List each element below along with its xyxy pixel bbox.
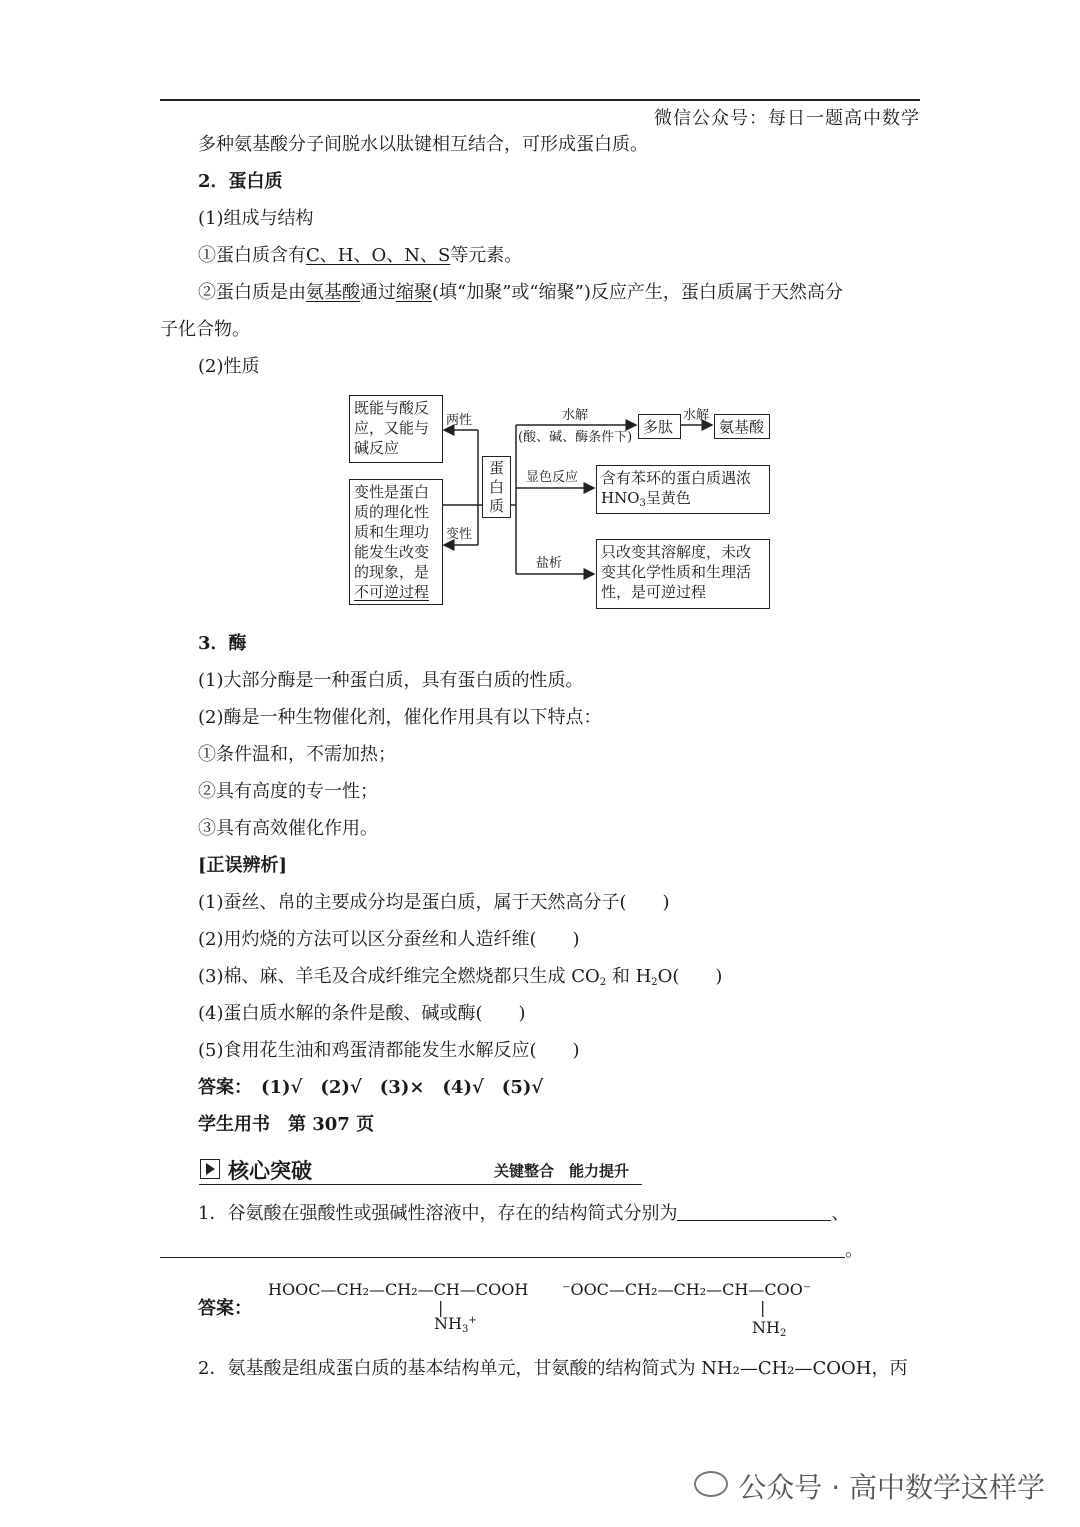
core-q1-line2 xyxy=(160,1239,863,1263)
s2-p1-b-part3: (填“加聚”或“缩聚”)反应产生，蛋白质属于天然高分 xyxy=(432,282,843,303)
hydrolysis-label-2: 水解 xyxy=(683,408,710,423)
watermark-text: 公众号 · 高中数学这样学 xyxy=(738,1471,1045,1504)
s3-line-2: (2)酶是一种生物催化剂，催化作用具有以下特点： xyxy=(198,707,602,728)
s2-p1-a xyxy=(198,244,522,268)
polypeptide-box: 多肽 xyxy=(638,414,681,439)
core-q1-answer-label: 答案： xyxy=(198,1298,252,1319)
s2-p1-b-answer2: 缩聚 xyxy=(396,282,432,303)
judge-q2: (2)用灼烧的方法可以区分蚕丝和人造纤维( ) xyxy=(198,929,580,950)
formula-acidic-nh: NH xyxy=(434,1314,462,1333)
judge-q1: (1)蚕丝、帛的主要成分均是蛋白质，属于天然高分子( ) xyxy=(198,892,670,913)
s2-p1-a-elements: C、H、O、N、S xyxy=(306,245,451,266)
formula-acidic-sub: 3 xyxy=(461,1324,469,1335)
intro-line: 多种氨基酸分子间脱水以肽键相互结合，可形成蛋白质。 xyxy=(198,134,648,155)
hydrolysis-label: 水解 xyxy=(562,408,589,423)
hydrolysis-condition: (酸、碱、酶条件下) xyxy=(518,430,633,445)
s3-line-1: (1)大部分酶是一种蛋白质，具有蛋白质的性质。 xyxy=(198,670,584,691)
judge-title: [正误辨析] xyxy=(198,855,288,876)
s3-line-4: ②具有高度的专一性； xyxy=(198,781,378,802)
color-box-sub: 3 xyxy=(639,498,646,509)
amphoteric-label: 两性 xyxy=(446,413,473,428)
formula-basic-group xyxy=(752,1318,786,1339)
section-3-title: 3．酶 xyxy=(198,633,247,654)
s2-p1-a-post: 等元素。 xyxy=(450,245,523,266)
s2-p2-title: (2)性质 xyxy=(198,356,260,377)
watermark xyxy=(694,1466,1045,1506)
judge-q4: (4)蛋白质水解的条件是酸、碱或酶( ) xyxy=(198,1003,526,1024)
core-q1 xyxy=(198,1202,849,1226)
formula-basic-sub: 2 xyxy=(779,1328,787,1339)
formula-acidic-bond: | xyxy=(438,1298,444,1317)
denature-box-answer: 不可逆过程 xyxy=(354,583,430,601)
amino-acid-box: 氨基酸 xyxy=(714,414,770,439)
salting-out-label: 盐析 xyxy=(536,556,563,571)
s2-p1-b-cont: 子化合物。 xyxy=(160,319,250,340)
s2-p1-b-part1: ②蛋白质是由 xyxy=(198,282,306,303)
s2-p1-a-pre: ①蛋白质含有 xyxy=(198,245,306,266)
core-q1-text: 1．谷氨酸在强酸性或强碱性溶液中，存在的结构简式分别为 xyxy=(198,1203,678,1224)
judge-q3 xyxy=(198,965,722,995)
judge-answer: 答案： (1)√ (2)√ (3)× (4)√ (5)√ xyxy=(198,1077,544,1098)
judge-q3-sub2: 2 xyxy=(651,977,658,988)
formula-acidic-group xyxy=(434,1314,477,1335)
s3-line-5: ③具有高效催化作用。 xyxy=(198,818,378,839)
core-q1-end: 。 xyxy=(845,1240,863,1261)
formula-acidic-sup: + xyxy=(468,1315,477,1326)
denature-box xyxy=(349,479,443,605)
formula-acidic: HOOC—CH₂—CH₂—CH—COOH xyxy=(268,1280,529,1299)
judge-q3-sub1: 2 xyxy=(599,977,607,988)
judge-q3-a: (3)棉、麻、羊毛及合成纤维完全燃烧都只生成 CO xyxy=(198,966,600,987)
color-reaction-label: 显色反应 xyxy=(526,470,579,485)
core-q1-blank-2[interactable] xyxy=(160,1239,845,1258)
formula-basic-bond: | xyxy=(760,1298,766,1317)
core-q2: 2．氨基酸是组成蛋白质的基本结构单元，甘氨酸的结构简式为 NH₂—CH₂—COOH，丙 xyxy=(198,1358,908,1379)
color-box-hno: HNO xyxy=(601,489,640,507)
header-text: 微信公众号：每日一题高中数学 xyxy=(654,108,920,129)
color-box-text-2: 呈黄色 xyxy=(645,489,691,507)
formula-basic: ⁻OOC—CH₂—CH₂—CH—COO⁻ xyxy=(562,1280,812,1299)
core-q1-blank-1[interactable] xyxy=(677,1202,831,1221)
denature-label: 变性 xyxy=(446,527,473,542)
wechat-icon xyxy=(694,1471,728,1497)
judge-q3-b: 和 H xyxy=(606,966,652,987)
header-rule xyxy=(160,99,920,101)
core-q1-tail: 、 xyxy=(831,1203,850,1224)
section-title: 核心突破 xyxy=(228,1159,312,1183)
amphoteric-box: 既能与酸反应，又能与碱反应 xyxy=(349,395,443,463)
section-tag: 关键整合 能力提升 xyxy=(494,1162,630,1180)
play-icon xyxy=(200,1159,220,1179)
protein-center-box: 蛋白质 xyxy=(482,456,511,518)
denature-box-text: 变性是蛋白质的理化性质和生理功能发生改变的现象，是 xyxy=(354,483,430,581)
s2-p1-title: (1)组成与结构 xyxy=(198,208,314,229)
judge-q5: (5)食用花生油和鸡蛋清都能发生水解反应( ) xyxy=(198,1040,580,1061)
protein-properties-diagram xyxy=(340,385,780,615)
s3-line-3: ①条件温和，不需加热； xyxy=(198,744,396,765)
color-box-text: 含有苯环的蛋白质遇浓 xyxy=(601,469,752,487)
judge-q3-c: O( ) xyxy=(657,966,723,987)
formula-basic-nh: NH xyxy=(752,1318,780,1337)
book-page-ref: 学生用书 第 307 页 xyxy=(198,1114,375,1135)
color-reaction-box xyxy=(596,465,770,514)
s2-p1-b-answer1: 氨基酸 xyxy=(306,282,360,303)
section-2-title: 2．蛋白质 xyxy=(198,171,283,192)
salting-out-box: 只改变其溶解度，未改变其化学性质和生理活性，是可逆过程 xyxy=(596,539,770,609)
s2-p1-b-part2: 通过 xyxy=(360,282,396,303)
s2-p1-b xyxy=(198,281,843,305)
